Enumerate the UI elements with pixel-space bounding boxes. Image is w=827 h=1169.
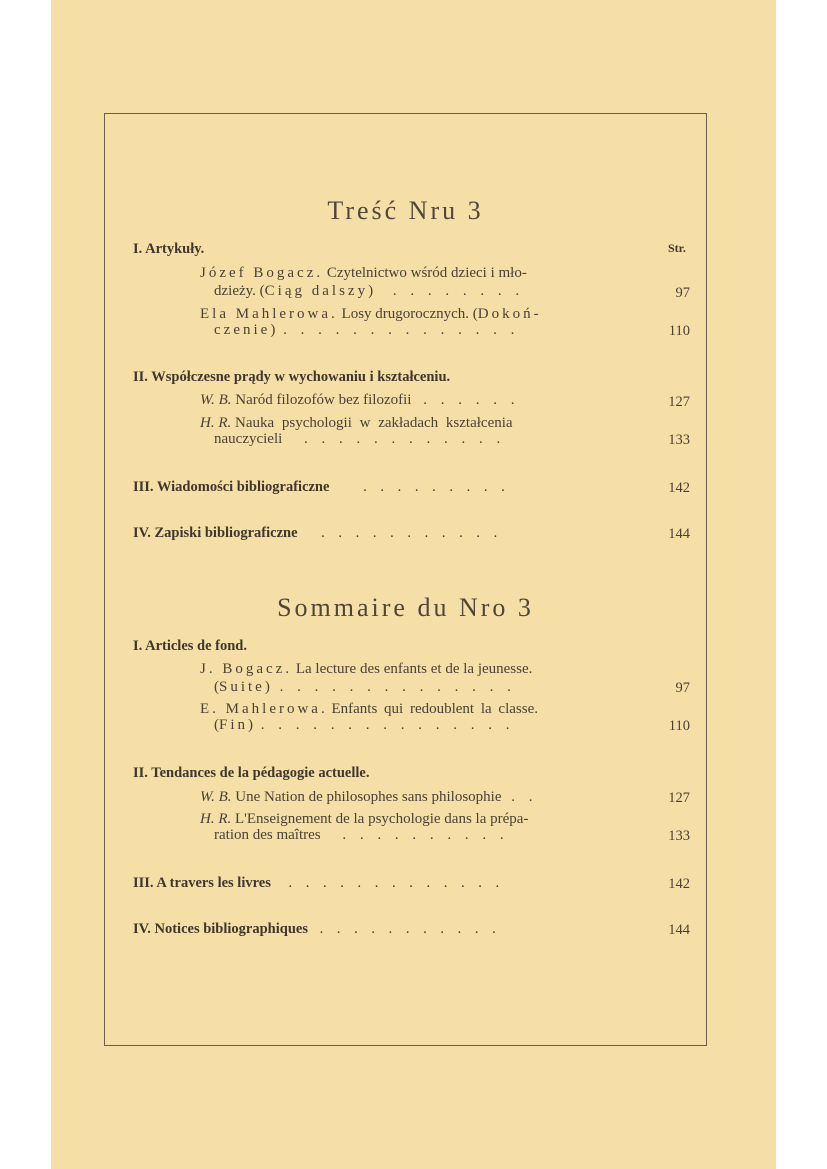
entry-title: Enfants qui redoublent la classe.: [331, 701, 538, 717]
leader-dots: . . . . . . . . . .: [342, 827, 509, 843]
author-name: H. R.: [200, 415, 232, 431]
toc-entry: [200, 392, 519, 409]
entry-note-close: ): [264, 679, 270, 695]
entry-title: Naród filozofów bez filozofii: [235, 392, 412, 408]
entry-note-close: ): [248, 717, 254, 733]
toc-entry-continuation: [214, 717, 515, 734]
entry-title: La lecture des enfants et de la jeunesse.: [295, 661, 533, 677]
toc-entry-continuation: [214, 827, 509, 844]
toc-section-heading: II. Tendances de la pédagogie actuelle.: [133, 765, 370, 781]
entry-title-cont: nauczycieli: [214, 431, 283, 447]
toc-section-heading: [133, 479, 510, 496]
author-name: E. Mahlerowa.: [200, 701, 328, 717]
entry-note-open: (: [214, 679, 219, 695]
toc-entry-continuation: [214, 431, 505, 448]
leader-dots: . . . . . . . . . . . . . . .: [260, 717, 515, 733]
toc-section-heading: [133, 921, 501, 938]
entry-note: Dokoń-: [477, 306, 542, 322]
toc-section-heading: I. Articles de fond.: [133, 638, 247, 654]
page-number: 97: [675, 285, 690, 301]
entry-note-close: ): [270, 322, 276, 338]
toc-entry: [200, 811, 528, 828]
leader-dots: . . . . . . . .: [392, 283, 525, 299]
author-name: Józef Bogacz.: [200, 265, 324, 281]
toc-section-heading: [133, 525, 502, 542]
page-number: 142: [668, 480, 690, 496]
leader-dots: . . . . . .: [423, 392, 520, 408]
page-number: 144: [668, 922, 690, 938]
toc-entry: [200, 701, 538, 718]
leader-dots: . . . . . . . . . . .: [321, 525, 503, 541]
entry-note-open: (: [214, 717, 219, 733]
toc-entry: [200, 789, 538, 806]
author-name: H. R.: [200, 811, 232, 827]
toc-entry-continuation: [214, 322, 519, 339]
author-name: J. Bogacz.: [200, 661, 293, 677]
entry-note: Suite: [219, 679, 265, 695]
page-number: 144: [668, 526, 690, 542]
entry-title: L'Enseignement de la psychologie dans la prépa-: [235, 811, 529, 827]
page-number: 127: [668, 790, 690, 806]
toc-entry: [200, 415, 513, 432]
toc-entry-continuation: [214, 679, 516, 696]
page-number: 133: [668, 432, 690, 448]
page-number: 110: [668, 718, 690, 734]
toc-entry: [200, 306, 542, 323]
author-name: Ela Mahlerowa.: [200, 306, 338, 322]
section-heading-text: III. A travers les livres: [133, 875, 271, 891]
entry-title: Czytelnictwo wśród dzieci i mło-: [326, 265, 527, 281]
entry-note: Fin: [219, 717, 249, 733]
author-name: W. B.: [200, 789, 232, 805]
page-number: 127: [668, 394, 690, 410]
page-column-label: Str.: [668, 241, 686, 255]
toc-title-fr: Sommaire du Nro 3: [277, 593, 534, 622]
entry-title-cont: dzieży. (: [214, 283, 265, 299]
author-name: W. B.: [200, 392, 232, 408]
toc-entry: [200, 265, 527, 282]
leader-dots: . . . . . . . . . . .: [319, 921, 501, 937]
toc-entry-continuation: [214, 283, 524, 300]
leader-dots: . .: [511, 789, 538, 805]
leader-dots: . . . . . . . . . . . . . .: [283, 322, 520, 338]
entry-note-cont: czenie: [214, 322, 271, 338]
toc-section-heading: II. Współczesne prądy w wychowaniu i kształceniu.: [133, 369, 451, 385]
leader-dots: . . . . . . . . . . . . . .: [279, 679, 516, 695]
page-number: 142: [668, 876, 690, 892]
toc-section-heading: [133, 875, 504, 892]
section-heading-text: III. Wiadomości bibliograficzne: [133, 479, 330, 495]
page-number: 133: [668, 828, 690, 844]
section-heading-text: IV. Notices bibliographiques: [133, 921, 308, 937]
entry-title: Nauka psychologii w zakładach kształcenia: [235, 415, 513, 431]
toc-entry: [200, 661, 532, 678]
toc-section-heading: I. Artykuły.: [133, 241, 205, 257]
entry-note: Ciąg dalszy: [264, 283, 369, 299]
leader-dots: . . . . . . . . .: [363, 479, 510, 495]
page-number: 110: [668, 323, 690, 339]
entry-title-cont: ration des maîtres: [214, 827, 321, 843]
entry-title: Une Nation de philosophes sans philosophie: [235, 789, 502, 805]
leader-dots: . . . . . . . . . . . . .: [288, 875, 505, 891]
leader-dots: . . . . . . . . . . . .: [304, 431, 506, 447]
section-heading-text: IV. Zapiski bibliograficzne: [133, 525, 298, 541]
entry-note-close: ): [368, 283, 374, 299]
entry-title: Losy drugorocznych. (: [341, 306, 478, 322]
toc-title-pl: Treść Nru 3: [327, 196, 484, 225]
page-number: 97: [675, 680, 690, 696]
